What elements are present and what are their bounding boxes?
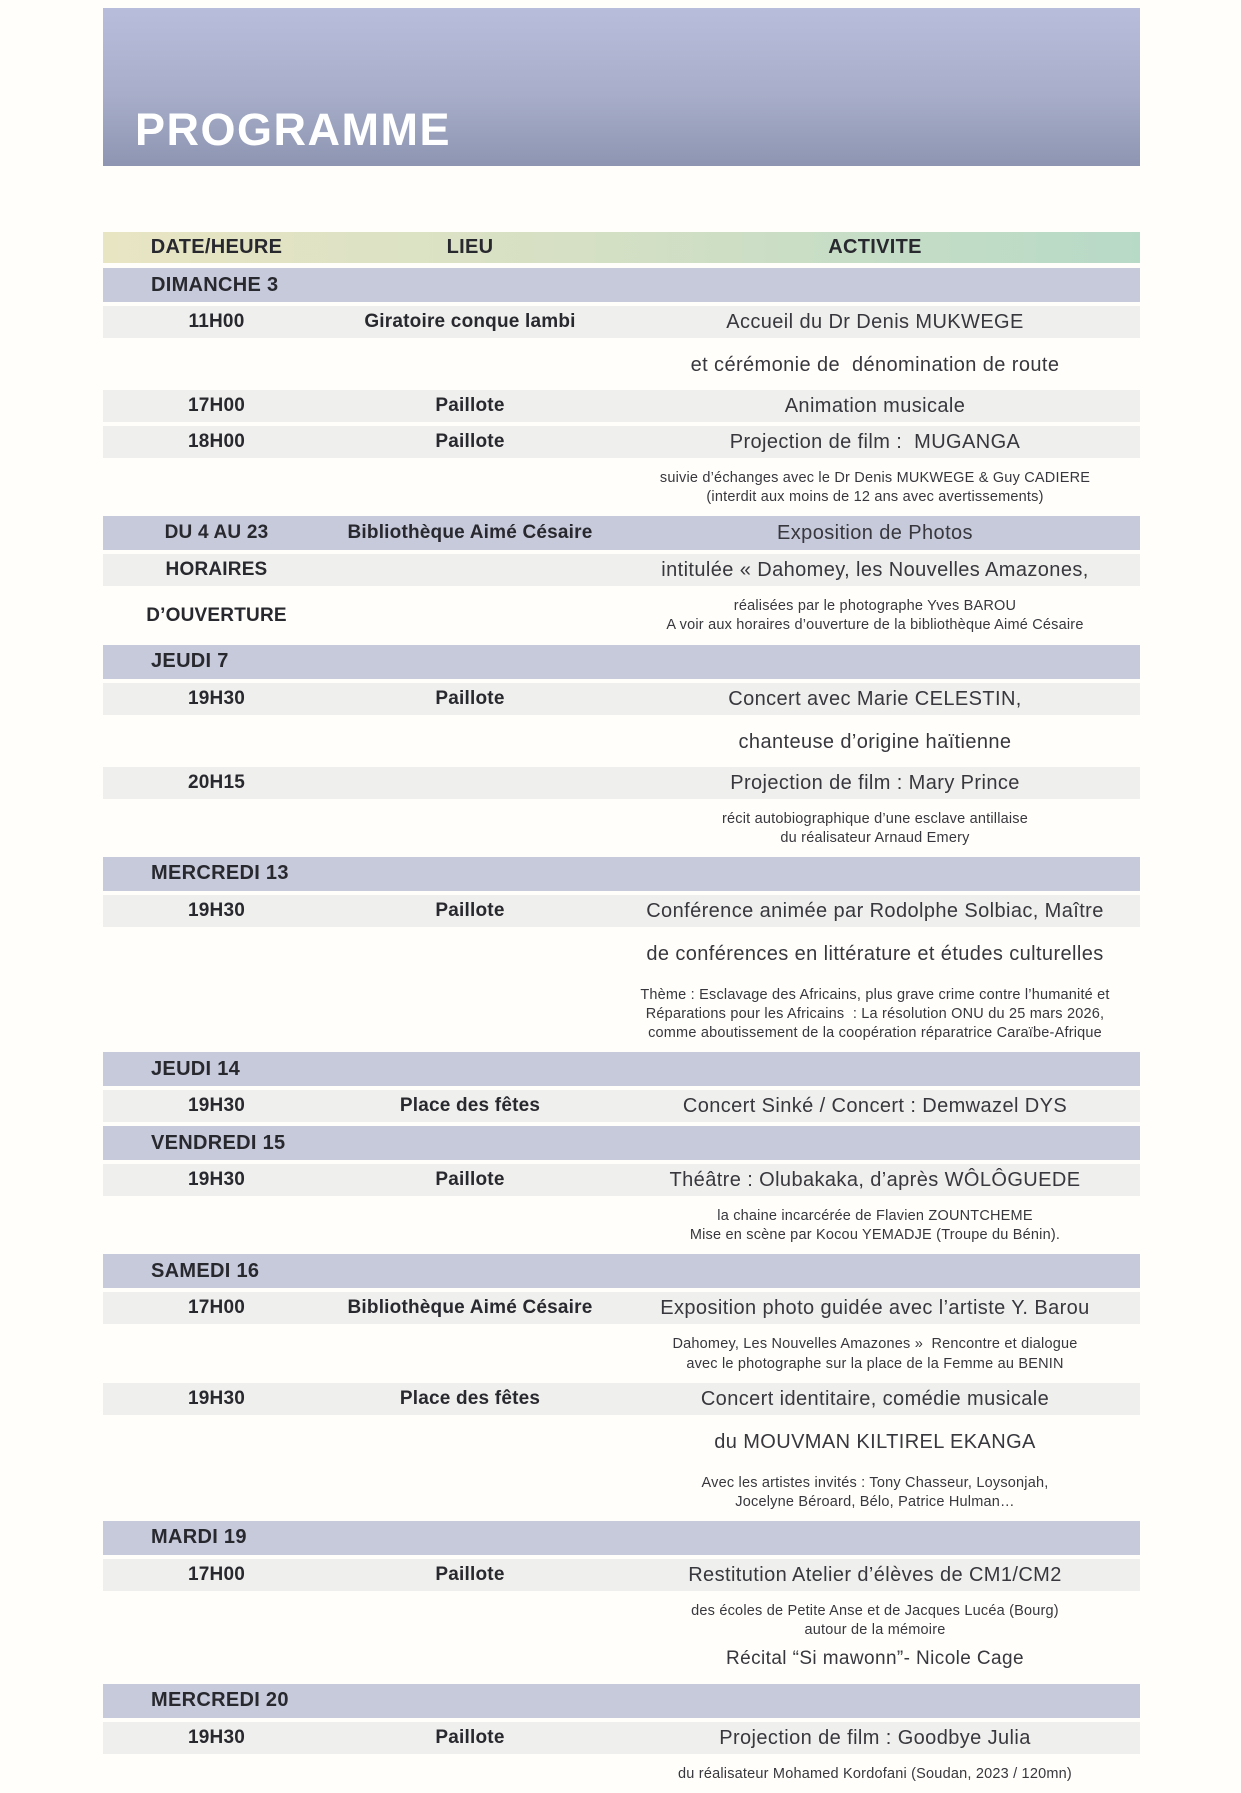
date-heure-cell: 17H00	[188, 1563, 245, 1585]
table-row	[103, 719, 1140, 765]
activite-cell	[610, 517, 1140, 549]
date-heure-cell: 19H30	[188, 1169, 245, 1191]
activite-cell	[610, 1722, 1140, 1754]
section-row	[103, 857, 1140, 891]
activity-line: chanteuse d’origine haïtienne	[738, 730, 1012, 753]
table-row	[103, 1292, 1140, 1324]
activity-line: A voir aux horaires d’ouverture de la bibliothèque Aimé Césaire	[666, 617, 1084, 634]
table-row	[103, 1419, 1140, 1465]
table-row	[103, 1595, 1140, 1682]
lieu-cell: Paillote	[435, 1563, 505, 1585]
activite-cell	[610, 349, 1140, 381]
section-row	[103, 268, 1140, 302]
activity-line: intitulée « Dahomey, les Nouvelles Amazones,	[661, 559, 1089, 582]
activite-cell	[610, 1765, 1140, 1784]
section-label: VENDREDI 15	[151, 1131, 286, 1154]
table-row	[103, 426, 1140, 458]
date-heure-cell: 17H00	[188, 1297, 245, 1319]
activite-cell	[610, 1207, 1140, 1245]
activite-cell	[610, 767, 1140, 799]
table-body	[103, 268, 1140, 1791]
activite-cell	[610, 683, 1140, 715]
lieu-cell: Place des fêtes	[399, 1387, 541, 1409]
table-row	[103, 767, 1140, 799]
programme-banner	[103, 8, 1140, 166]
activite-cell	[610, 1474, 1140, 1512]
table-row	[103, 1090, 1140, 1122]
date-heure-cell: HORAIRES	[165, 559, 268, 581]
activity-line: la chaine incarcérée de Flavien ZOUNTCHEME	[717, 1208, 1033, 1225]
table-row	[103, 342, 1140, 388]
activity-line: Avec les artistes invités : Tony Chasseur, Loysonjah,	[701, 1474, 1049, 1491]
column-header-date-heure: DATE/HEURE	[150, 236, 283, 258]
activity-line: avec le photographe sur la place de la Femme au BENIN	[686, 1355, 1064, 1372]
activity-line: autour de la mémoire	[804, 1622, 946, 1638]
activity-line: comme aboutissement de la coopération réparatrice Caraïbe-Afrique	[648, 1025, 1102, 1041]
activity-line: Accueil du Dr Denis MUKWEGE	[726, 311, 1024, 333]
activity-line: récit autobiographique d’une esclave antillaise	[721, 810, 1029, 827]
lieu-cell: Paillote	[435, 899, 505, 921]
lieu-cell: Paillote	[435, 1169, 505, 1191]
table-row	[103, 1559, 1140, 1591]
lieu-cell: Giratoire conque lambi	[364, 311, 576, 332]
activite-cell	[610, 1383, 1140, 1415]
activity-line: Dahomey, Les Nouvelles Amazones » Rencontre et dialogue	[672, 1336, 1078, 1353]
activity-line: Concert avec Marie CELESTIN,	[728, 687, 1022, 710]
section-label: SAMEDI 16	[151, 1259, 260, 1282]
activite-cell	[610, 726, 1140, 758]
section-row	[103, 1684, 1140, 1718]
activite-cell	[610, 1335, 1140, 1373]
activity-line: Concert identitaire, comédie musicale	[700, 1387, 1050, 1410]
table-header-row	[103, 232, 1140, 263]
activite-cell	[610, 554, 1140, 586]
lieu-cell: Bibliothèque Aimé Césaire	[347, 1297, 593, 1319]
activity-line: et cérémonie de dénomination de route	[690, 354, 1060, 376]
section-row	[103, 1521, 1140, 1555]
table-row	[103, 1328, 1140, 1380]
activite-cell	[610, 810, 1140, 848]
lieu-cell: Place des fêtes	[399, 1095, 541, 1117]
activity-line: du réalisateur Arnaud Emery	[780, 829, 970, 846]
activity-line: Conférence animée par Rodolphe Solbiac, Maître	[646, 899, 1104, 922]
activity-line: (interdit aux moins de 12 ans avec avertissements)	[706, 489, 1044, 506]
table-row	[103, 979, 1140, 1050]
activity-line: Théâtre : Olubakaka, d’après WÔLÔGUEDE	[669, 1169, 1081, 1192]
date-heure-cell: DU 4 AU 23	[164, 522, 269, 544]
section-row	[103, 1254, 1140, 1288]
activity-line: réalisées par le photographe Yves BAROU	[733, 598, 1017, 615]
activite-cell	[610, 1602, 1140, 1675]
table-row	[103, 1722, 1140, 1754]
date-heure-cell: 19H30	[188, 899, 245, 921]
programme-table	[103, 232, 1140, 1793]
lieu-cell: Paillote	[435, 687, 505, 709]
activity-line: Exposition de Photos	[777, 522, 973, 545]
activity-line: des écoles de Petite Anse et de Jacques Lucéa (Bourg)	[691, 1602, 1059, 1619]
table-row	[103, 1200, 1140, 1252]
table-row	[103, 895, 1140, 927]
table-row	[103, 1383, 1140, 1415]
activity-line: Projection de film : Goodbye Julia	[719, 1726, 1031, 1749]
date-heure-cell: 19H30	[188, 1095, 245, 1117]
table-row	[103, 590, 1140, 642]
table-row	[103, 554, 1140, 586]
date-heure-cell: 19H30	[188, 1726, 245, 1748]
activity-line: Réparations pour les Africains : La résolution ONU du 25 mars 2026,	[645, 1005, 1105, 1022]
table-row	[103, 390, 1140, 422]
activite-cell	[610, 938, 1140, 970]
activity-line: du MOUVMAN KILTIREL EKANGA	[714, 1430, 1036, 1453]
page-title: PROGRAMME	[135, 104, 451, 155]
activite-cell	[610, 1559, 1140, 1591]
activity-line: Mise en scène par Kocou YEMADJE (Troupe du Bénin).	[689, 1227, 1061, 1244]
activite-cell	[610, 390, 1140, 422]
section-label: JEUDI 7	[151, 650, 229, 672]
activite-cell	[610, 426, 1140, 458]
activity-line: de conférences en littérature et études culturelles	[646, 942, 1104, 965]
lieu-cell: Paillote	[435, 431, 505, 452]
activity-line: Concert Sinké / Concert : Demwazel DYS	[682, 1095, 1068, 1118]
activite-cell	[610, 306, 1140, 338]
activite-cell	[610, 597, 1140, 635]
date-heure-cell: 20H15	[188, 771, 245, 793]
lieu-cell: Paillote	[435, 395, 505, 416]
lieu-cell: Bibliothèque Aimé Césaire	[347, 522, 593, 544]
table-row	[103, 1758, 1140, 1791]
table-row	[103, 803, 1140, 855]
table-row	[103, 931, 1140, 977]
activite-cell	[610, 895, 1140, 927]
table-row	[103, 1164, 1140, 1196]
activity-line: Jocelyne Béroard, Bélo, Patrice Hulman…	[735, 1493, 1015, 1510]
table-row	[103, 683, 1140, 715]
column-header-activite: ACTIVITE	[828, 236, 922, 258]
activite-cell	[610, 986, 1140, 1043]
date-heure-cell: 11H00	[188, 311, 245, 332]
activite-cell	[610, 1090, 1140, 1122]
section-row	[103, 645, 1140, 679]
activity-line: Restitution Atelier d’élèves de CM1/CM2	[688, 1563, 1062, 1586]
table-row	[103, 1467, 1140, 1519]
activity-line: Projection de film : MUGANGA	[729, 431, 1021, 453]
activity-line: Exposition photo guidée avec l’artiste Y. Barou	[660, 1297, 1090, 1320]
activity-line: Animation musicale	[784, 395, 966, 417]
lieu-cell: Paillote	[435, 1726, 505, 1748]
activite-cell	[610, 469, 1140, 507]
activity-line: suivie d’échanges avec le Dr Denis MUKWEGE & Guy CADIERE	[659, 470, 1091, 486]
section-label: JEUDI 14	[151, 1057, 241, 1080]
date-heure-cell: 19H30	[188, 687, 245, 709]
activity-line: Projection de film : Mary Prince	[730, 771, 1020, 794]
table-row	[103, 306, 1140, 338]
activite-cell	[610, 1292, 1140, 1324]
date-heure-cell: D’OUVERTURE	[146, 605, 287, 627]
section-label: MERCREDI 13	[151, 862, 289, 885]
section-label: MARDI 19	[151, 1526, 247, 1549]
section-row	[103, 1126, 1140, 1160]
table-row	[103, 516, 1140, 550]
date-heure-cell: 17H00	[188, 395, 245, 416]
section-label: MERCREDI 20	[151, 1689, 289, 1712]
activity-line: Thème : Esclavage des Africains, plus grave crime contre l’humanité et	[640, 986, 1110, 1003]
activity-line: du réalisateur Mohamed Kordofani (Soudan, 2023 / 120mn)	[678, 1765, 1072, 1782]
activite-cell	[610, 1164, 1140, 1196]
activity-line: Récital “Si mawonn”- Nicole Cage	[726, 1648, 1024, 1670]
section-row	[103, 1052, 1140, 1086]
date-heure-cell: 19H30	[188, 1387, 245, 1409]
column-header-lieu: LIEU	[446, 236, 494, 258]
date-heure-cell: 18H00	[188, 431, 245, 452]
activite-cell	[610, 1426, 1140, 1458]
table-row	[103, 462, 1140, 514]
section-label: DIMANCHE 3	[151, 273, 279, 296]
